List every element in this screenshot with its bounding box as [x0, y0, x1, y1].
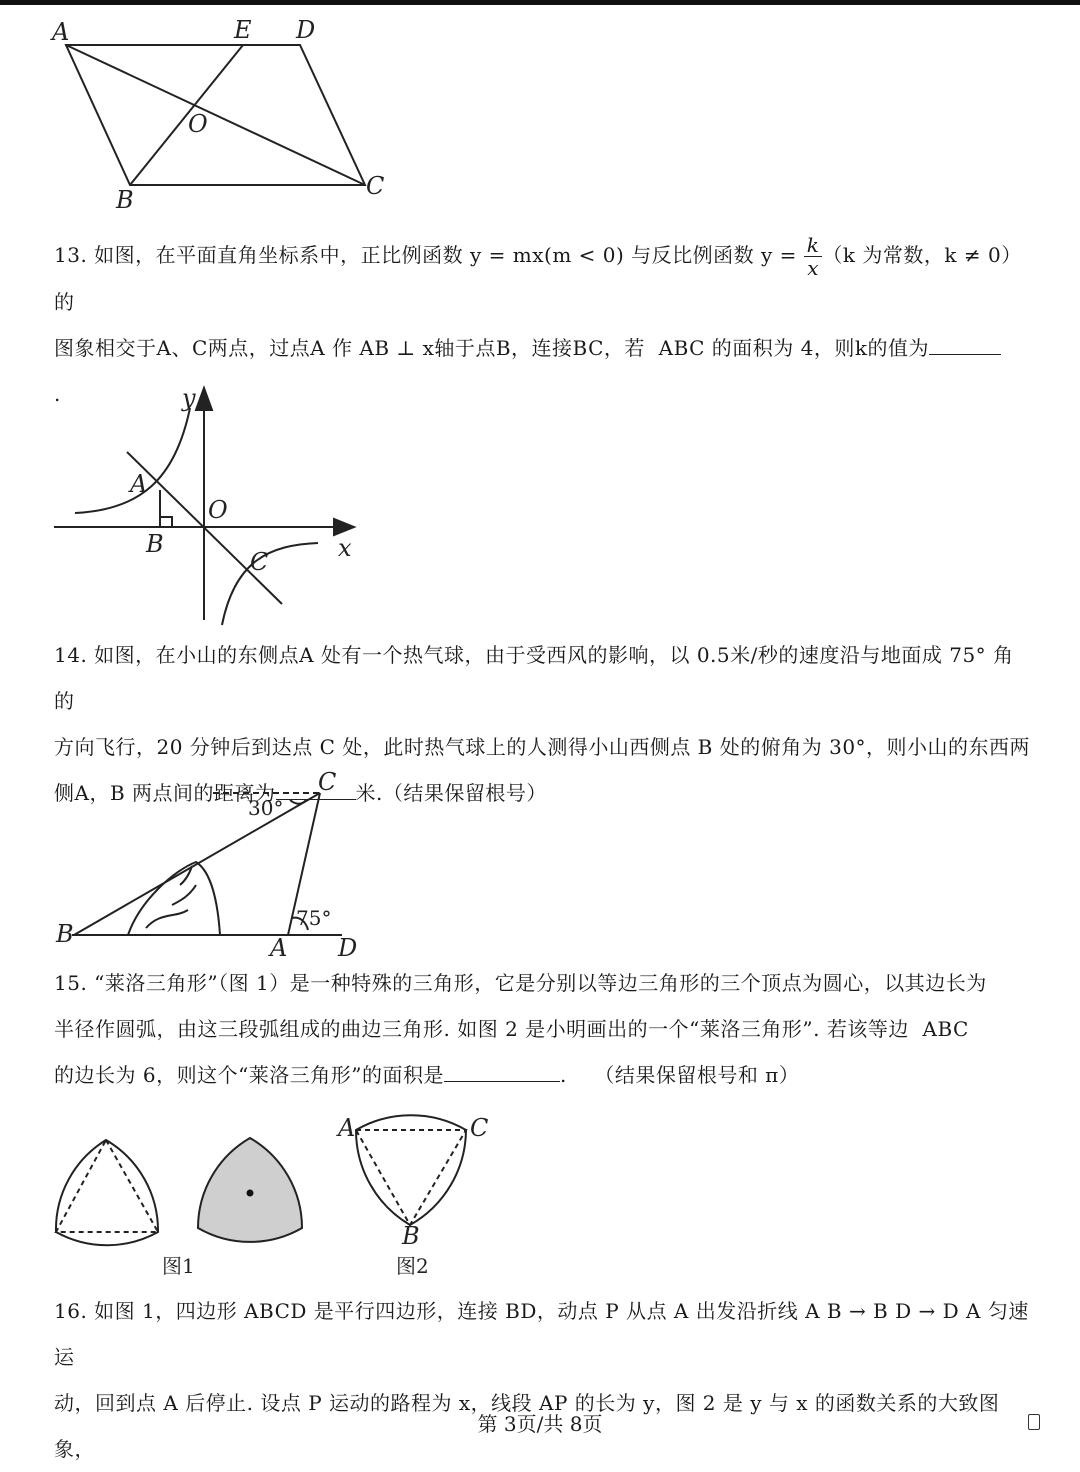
label-x: x: [338, 534, 352, 562]
label-O13: O: [208, 496, 228, 524]
fig2-caption: 图2: [396, 1254, 429, 1278]
label-B15: B: [402, 1222, 420, 1250]
angle-30-label: 30°: [248, 796, 284, 820]
fraction-k-over-x: $\frac{k}{x}$: [804, 234, 823, 279]
angle-75-label: 75°: [296, 906, 332, 930]
label-B: B: [116, 186, 134, 214]
fig1-caption: 图1: [162, 1254, 195, 1278]
q16-line-1: 16. 如图 1，四边形 ABCD 是平行四边形，连接 BD，动点 P 从点 A 出发沿折线 A B → B D → D A 匀速运: [54, 1299, 1029, 1369]
question-16: [54, 1288, 1034, 1472]
label-A: A: [52, 18, 70, 46]
corner-icon: [1028, 1414, 1040, 1430]
label-B14: B: [56, 920, 74, 948]
q16-line-2: 动，回到点 A 后停止. 设点 P 运动的路程为 x，线段 AP 的长为 y，图 2 是 y 与 x 的函数关系的大致图象，: [54, 1391, 1000, 1461]
q15-line-3: 的边长为 6，则这个“莱洛三角形”的面积是 . （结果保留根号和 π）: [54, 1052, 1034, 1098]
label-C14: C: [318, 768, 337, 796]
q13-line-2: 图象相交于A、C两点，过点A 作 AB ⊥ x轴于点B，连接BC，若 ABC 的面积为 4，则k的值为: [54, 325, 1034, 371]
q14-line-3: 侧A，B 两点间的距离为 米.（结果保留根号）: [54, 770, 1034, 816]
label-C13: C: [250, 548, 269, 576]
label-D14: D: [338, 934, 358, 962]
q15-line-1: 15. “莱洛三角形”（图 1）是一种特殊的三角形，它是分别以等边三角形的三个顶点为圆心，以其边长为: [54, 971, 987, 995]
label-y: y: [182, 384, 196, 412]
q14-line-2: 方向飞行，20 分钟后到达点 C 处，此时热气球上的人测得小山西侧点 B 处的俯角为 30°，则小山的东西两: [54, 735, 1031, 759]
label-C15: C: [470, 1114, 489, 1142]
page-number: 第 3页/共 8页: [477, 1412, 603, 1436]
label-C: C: [366, 172, 385, 200]
label-A15: A: [338, 1114, 356, 1142]
q15-line-2: 半径作圆弧，由这三段弧组成的曲边三角形. 如图 2 是小明画出的一个“莱洛三角形”. 若该等边 ABC: [54, 1017, 969, 1041]
label-E: E: [234, 16, 252, 44]
q14-line-1: 14. 如图，在小山的东侧点A 处有一个热气球，由于受西风的影响，以 0.5米/秒的速度沿与地面成 75° 角的: [54, 643, 1014, 713]
label-A14: A: [270, 934, 288, 962]
label-A13: A: [130, 470, 148, 498]
label-D: D: [296, 16, 316, 44]
label-O: O: [188, 110, 208, 138]
label-B13: B: [146, 530, 164, 558]
q13-line-3: .: [54, 382, 61, 406]
q13-line-1: 13. 如图，在平面直角坐标系中，正比例函数 y = mx(m < 0) 与反比例函数 y = $\frac{k}{x}$ （k 为常数，k ≠ 0）的: [54, 233, 1022, 314]
